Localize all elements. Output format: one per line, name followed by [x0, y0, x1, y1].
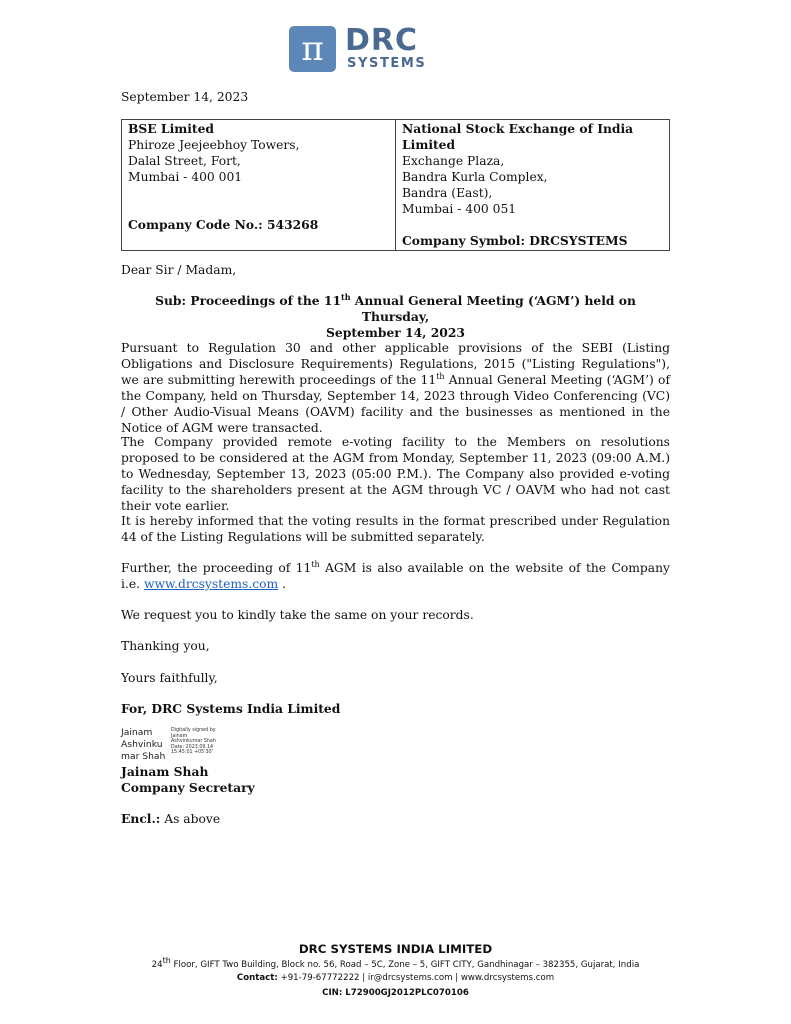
signatory-name: Jainam Shah	[121, 764, 209, 779]
footer-address-num: 24	[151, 960, 163, 970]
for-company: For, DRC Systems India Limited	[121, 701, 341, 716]
addressee-name: National Stock Exchange of India Limited	[402, 121, 634, 152]
subject-line	[121, 293, 670, 341]
closing-thanks: Thanking you,	[121, 639, 210, 653]
subject-suffix: Annual General Meeting (‘AGM’) held on Thursday,	[350, 293, 636, 324]
signature-name	[121, 727, 169, 763]
logo-subtitle: SYSTEMS	[347, 56, 427, 71]
enclosure-label: Encl.:	[121, 811, 161, 826]
signature-name-line: mar Shah	[121, 751, 166, 762]
company-symbol: Company Symbol: DRCSYSTEMS	[402, 233, 628, 248]
signature-detail-line: Date: 2023.09.14	[171, 744, 214, 750]
pi-logo-icon: π	[289, 26, 336, 72]
enclosure	[121, 811, 220, 827]
footer-company-name: DRC SYSTEMS INDIA LIMITED	[298, 942, 493, 956]
paragraph-text: Pursuant to Regulation 30 and other applicable provisions of the SEBI (Listing Obligations and Disclosure Requirements) Regulations, 2015 ("Listing Regulations"), we are submitting herewith proceedings of the 11	[121, 341, 670, 387]
footer-contact	[0, 973, 791, 983]
enclosure-value: As above	[160, 812, 221, 826]
addressee-nse	[396, 120, 670, 251]
footer-address-text: Floor, GIFT Two Building, Block no. 56, Road – 5C, Zone – 5, GIFT CITY, Gandhinagar – 382355, Gujarat, India	[170, 960, 640, 970]
addressee-name: BSE Limited	[128, 121, 215, 136]
footer-contact-value: +91-79-67772222 | ir@drcsystems.com | www.drcsystems.com	[277, 973, 555, 983]
address-line: Dalal Street, Fort,	[128, 154, 241, 168]
paragraph-text: Annual General Meeting (‘AGM’) of the Company, held on Thursday, September 14, 2023 through Video Conferencing (VC) / Other Audio-Visual Means (OAVM) facility and the businesses as mentioned in the Notice of AGM were transacted.	[121, 373, 670, 435]
superscript: th	[436, 371, 445, 381]
letter-date: September 14, 2023	[121, 90, 249, 104]
paragraph-voting-results: It is hereby informed that the voting results in the format prescribed under Regulation 44 of the Listing Regulations will be submitted separately.	[121, 514, 670, 544]
addressee-table	[121, 119, 670, 251]
footer-address	[0, 956, 791, 970]
address-line: Mumbai - 400 001	[128, 170, 243, 184]
footer-contact-label: Contact:	[236, 973, 278, 983]
paragraph-regulation	[121, 340, 670, 436]
address-line: Exchange Plaza,	[402, 154, 505, 168]
company-code: Company Code No.: 543268	[128, 217, 319, 232]
signature-name-line: Jainam	[121, 727, 153, 738]
paragraph-evoting: The Company provided remote e-voting facility to the Members on resolutions proposed to be considered at the AGM from Monday, September 11, 2023 (09:00 A.M.) to Wednesday, September 13, 2023 (05:00 P.M.). The Company also provided e-voting facility to the shareholders present at the AGM through VC / OAVM who had not cast their vote earlier.	[121, 435, 670, 513]
salutation: Dear Sir / Madam,	[121, 263, 237, 277]
subject-prefix: Sub: Proceedings of the 11	[155, 293, 342, 308]
subject-superscript: th	[341, 291, 351, 302]
paragraph-request: We request you to kindly take the same on your records.	[121, 608, 474, 622]
signatory-title: Company Secretary	[121, 780, 255, 795]
closing-yours: Yours faithfully,	[121, 671, 218, 685]
digital-signature	[121, 727, 231, 763]
superscript: th	[311, 559, 320, 569]
website-link[interactable]: www.drcsystems.com	[143, 577, 279, 591]
company-logo	[289, 23, 445, 74]
signature-detail-line: Jainam	[171, 733, 188, 739]
signature-details	[171, 728, 231, 756]
footer-cin: CIN: L72900GJ2012PLC070106	[322, 988, 469, 998]
address-line: Phiroze Jeejeebhoy Towers,	[128, 138, 300, 152]
paragraph-text: .	[278, 577, 287, 591]
signature-detail-line: Ashvinkumar Shah	[171, 739, 216, 745]
superscript: th	[162, 956, 171, 966]
address-line: Bandra Kurla Complex,	[402, 170, 548, 184]
logo-name: DRC	[345, 23, 419, 58]
signature-detail-line: Digitally signed by	[171, 728, 216, 733]
signature-detail-line: 15:45:01 +05'30'	[171, 750, 213, 756]
paragraph-text: Further, the proceeding of 11	[121, 561, 312, 575]
address-line: Mumbai - 400 051	[402, 202, 517, 216]
paragraph-website	[121, 560, 670, 592]
subject-date: September 14, 2023	[326, 325, 465, 340]
addressee-bse	[122, 120, 396, 251]
paragraph-text: AGM is also available on the website of the Company i.e.	[121, 561, 670, 591]
signature-name-line: Ashvinku	[121, 739, 163, 750]
address-line: Bandra (East),	[402, 186, 493, 200]
